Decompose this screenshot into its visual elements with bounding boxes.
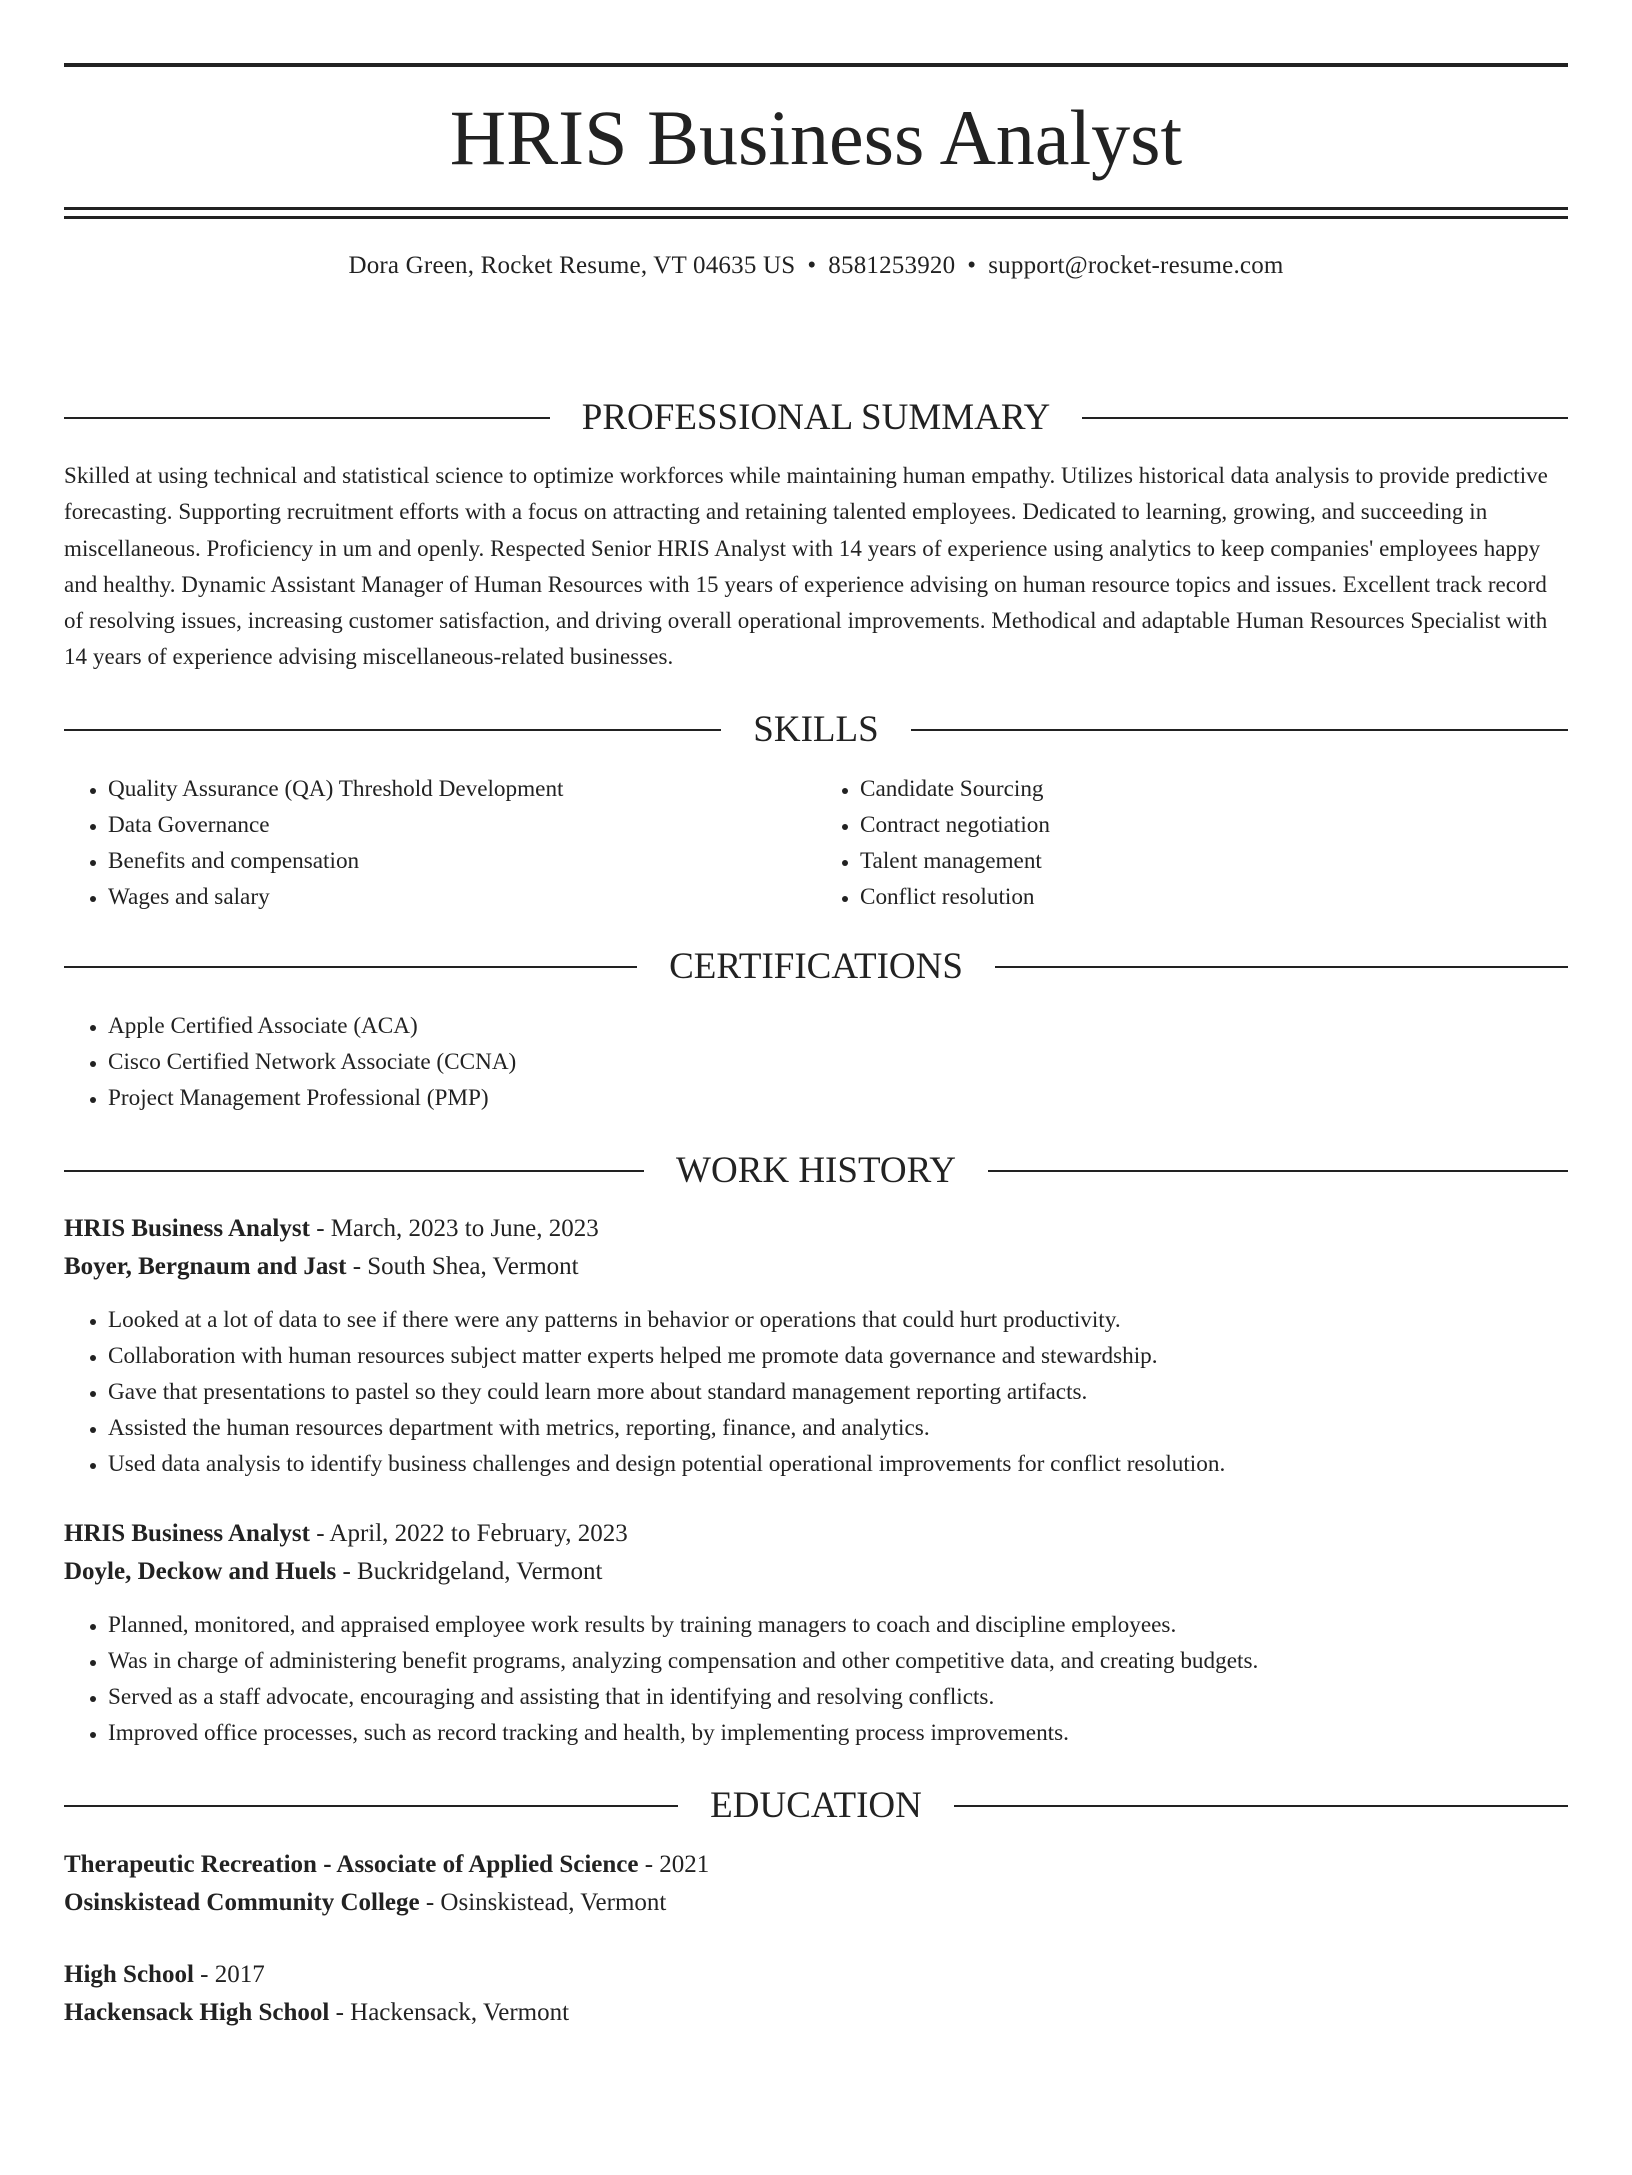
skill-item: • Contract negotiation: [860, 807, 1568, 843]
heading-rule-left: [64, 417, 550, 419]
top-rule: [64, 63, 1568, 67]
education-location: - Hackensack, Vermont: [329, 1999, 570, 2026]
certifications-list: [64, 1008, 1568, 1116]
job-dates: - April, 2022 to February, 2023: [309, 1520, 628, 1547]
resume-page: [0, 63, 1632, 2175]
certification-item: • Cisco Certified Network Associate (CCNA): [108, 1044, 1568, 1080]
job-bullets: [64, 1302, 1568, 1482]
section-heading-label: SKILLS: [753, 709, 879, 750]
heading-rule-right: [954, 1805, 1568, 1807]
heading-rule-left: [64, 729, 721, 731]
job-title-line: [64, 1210, 1568, 1248]
job-title-line: [64, 1515, 1568, 1553]
education-school: Hackensack High School: [64, 1999, 330, 2026]
skills-list-left: [64, 771, 816, 915]
job-bullet: • Planned, monitored, and appraised employee work results by training managers to coach and discipline employees.: [108, 1607, 1568, 1643]
job-bullet: • Gave that presentations to pastel so they could learn more about standard management reporting artifacts.: [108, 1374, 1568, 1410]
heading-rule-left: [64, 966, 637, 968]
education-year: - 2021: [638, 1851, 710, 1878]
heading-rule-left: [64, 1170, 644, 1172]
education-location: - Osinskistead, Vermont: [419, 1889, 667, 1916]
job-bullets: [64, 1607, 1568, 1751]
skill-item: • Quality Assurance (QA) Threshold Development: [108, 771, 816, 807]
education-school: Osinskistead Community College: [64, 1889, 420, 1916]
job-location: - South Shea, Vermont: [346, 1253, 579, 1280]
summary-text: Skilled at using technical and statistical science to optimize workforces while maintaining human empathy. Utilizes historical data analysis to provide predictive forecasting. Supporting recruitment efforts with a focus on attracting and retaining talented employees. Dedicated to learning, growing, and succeeding in miscellaneous. Proficiency in um and openly. Respected Senior HRIS Analyst with 14 years of experience using analytics to keep companies' employees happy and healthy. Dynamic Assistant Manager of Human Resources with 15 years of experience advising on human resource topics and issues. Excellent track record of resolving issues, increasing customer satisfaction, and driving overall operational improvements. Methodical and adaptable Human Resources Specialist with 14 years of experience advising miscellaneous-related businesses.: [64, 463, 1548, 670]
contact-email[interactable]: support@rocket-resume.com: [988, 252, 1284, 279]
contact-separator: •: [807, 252, 817, 279]
certification-item: • Apple Certified Associate (ACA): [108, 1008, 1568, 1044]
contact-address: Dora Green, Rocket Resume, VT 04635 US: [348, 252, 796, 279]
job-bullet: • Improved office processes, such as record tracking and health, by implementing process improvements.: [108, 1715, 1568, 1751]
education-section: [64, 1787, 1568, 2032]
job-bullet: • Was in charge of administering benefit programs, analyzing compensation and other competitive data, and creating budgets.: [108, 1643, 1568, 1679]
heading-rule-right: [1082, 417, 1568, 419]
education-year: - 2017: [193, 1961, 265, 1988]
job-bullet: • Assisted the human resources department with metrics, reporting, finance, and analytics.: [108, 1410, 1568, 1446]
job-entry: [64, 1515, 1568, 1751]
education-school-line: [64, 1884, 1568, 1922]
section-heading-label: CERTIFICATIONS: [669, 946, 963, 987]
job-bullet: • Looked at a lot of data to see if there were any patterns in behavior or operations that could hurt productivity.: [108, 1302, 1568, 1338]
skill-item: • Benefits and compensation: [108, 843, 816, 879]
job-dates: - March, 2023 to June, 2023: [309, 1215, 599, 1242]
job-bullet: • Collaboration with human resources subject matter experts helped me promote data governance and stewardship.: [108, 1338, 1568, 1374]
heading-rule-right: [988, 1170, 1568, 1172]
contact-line: [64, 251, 1568, 281]
skill-item: • Wages and salary: [108, 879, 816, 915]
job-company-line: [64, 1553, 1568, 1591]
skill-item: • Conflict resolution: [860, 879, 1568, 915]
section-heading-skills: [64, 711, 1568, 748]
education-degree-line: [64, 1956, 1568, 1994]
section-heading-summary: [64, 399, 1568, 436]
education-degree: Therapeutic Recreation - Associate of Applied Science: [64, 1851, 639, 1878]
job-company: Boyer, Bergnaum and Jast: [64, 1253, 347, 1280]
job-company: Doyle, Deckow and Huels: [64, 1558, 337, 1585]
skills-list-right: [816, 771, 1568, 915]
skills-section: [64, 711, 1568, 915]
job-bullet: • Served as a staff advocate, encouraging and assisting that in identifying and resolving conflicts.: [108, 1679, 1568, 1715]
job-title: HRIS Business Analyst: [64, 1520, 310, 1547]
job-location: - Buckridgeland, Vermont: [336, 1558, 603, 1585]
page-title: HRIS Business Analyst: [449, 94, 1183, 181]
skill-item: • Candidate Sourcing: [860, 771, 1568, 807]
education-school-line: [64, 1994, 1568, 2032]
contact-separator: •: [967, 252, 977, 279]
job-company-line: [64, 1248, 1568, 1286]
heading-rule-right: [995, 966, 1568, 968]
heading-rule-right: [911, 729, 1568, 731]
education-entry: [64, 1956, 1568, 2032]
work-history-section: [64, 1152, 1568, 1751]
heading-rule-left: [64, 1805, 678, 1807]
education-entry: [64, 1846, 1568, 1922]
section-heading-education: [64, 1787, 1568, 1824]
skill-item: • Talent management: [860, 843, 1568, 879]
education-degree-line: [64, 1846, 1568, 1884]
section-heading-label: PROFESSIONAL SUMMARY: [581, 397, 1051, 438]
section-heading-certifications: [64, 948, 1568, 985]
section-heading-label: WORK HISTORY: [676, 1150, 956, 1191]
contact-phone: 8581253920: [828, 252, 956, 279]
summary-section: [64, 399, 1568, 676]
section-heading-label: EDUCATION: [710, 1785, 922, 1826]
education-degree: High School: [64, 1961, 194, 1988]
skill-item: • Data Governance: [108, 807, 816, 843]
certification-item: • Project Management Professional (PMP): [108, 1080, 1568, 1116]
job-entry: [64, 1210, 1568, 1482]
section-heading-work-history: [64, 1152, 1568, 1189]
job-bullet: • Used data analysis to identify business challenges and design potential operational improvements for conflict resolution.: [108, 1446, 1568, 1482]
job-title: HRIS Business Analyst: [64, 1215, 310, 1242]
certifications-section: [64, 948, 1568, 1116]
title-double-rule: [64, 207, 1568, 219]
skills-grid: [64, 771, 1568, 915]
